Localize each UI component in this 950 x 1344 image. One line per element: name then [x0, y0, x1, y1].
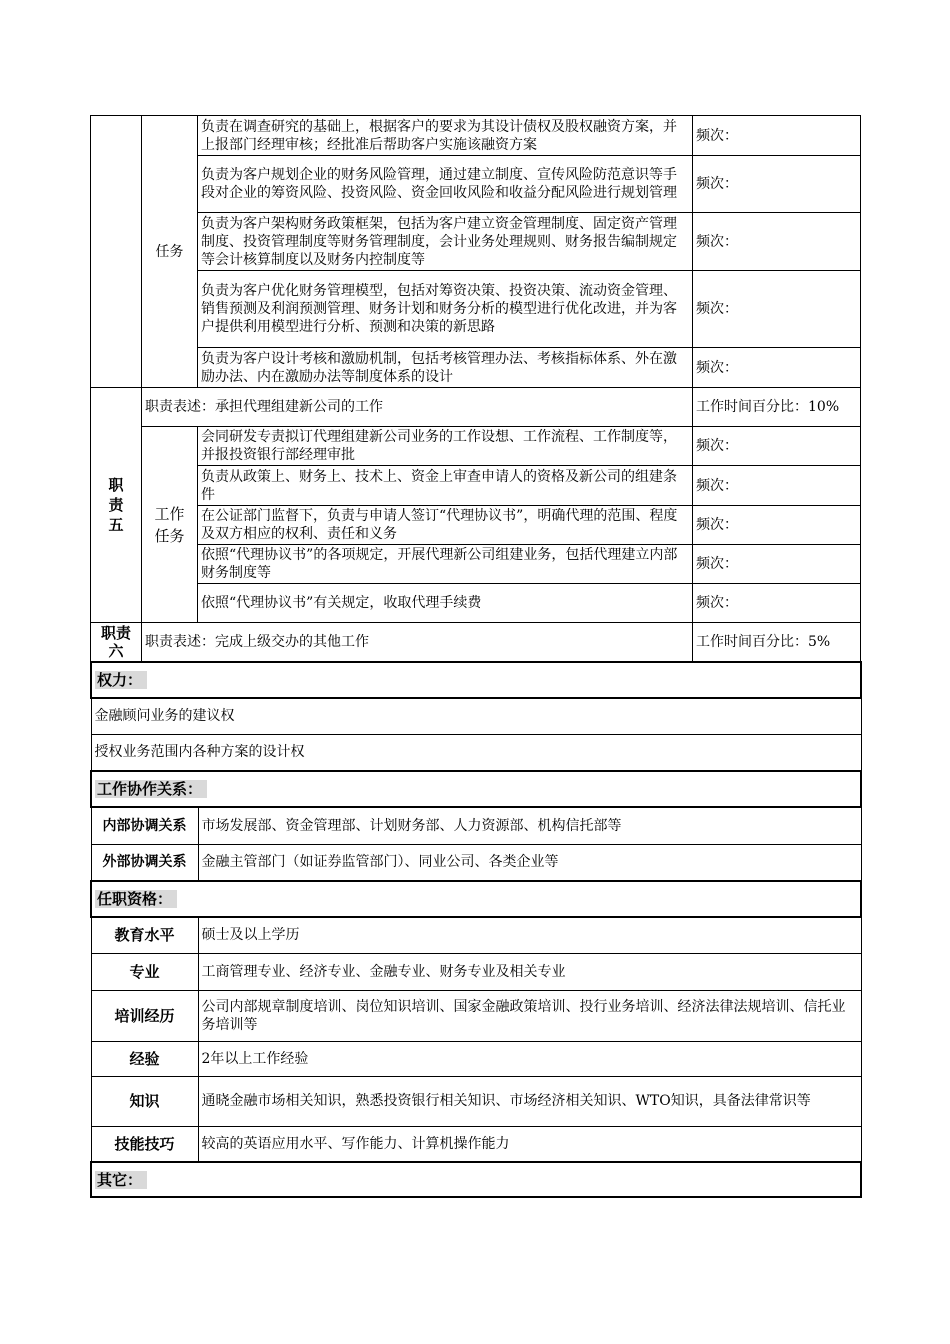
duty-statement: 职责表述：承担代理组建新公司的工作: [142, 388, 693, 427]
task-row: [91, 116, 861, 156]
education-value: 硕士及以上学历: [198, 917, 861, 953]
other-header: 其它：: [91, 1162, 861, 1197]
frequency-cell: 频次：: [693, 506, 861, 545]
task-row: [91, 427, 861, 466]
frequency-cell: 频次：: [693, 427, 861, 466]
authority-item: 金融顾问业务的建议权: [91, 698, 861, 734]
education-label: 教育水平: [91, 917, 198, 953]
qualification-header: 任职资格：: [91, 881, 861, 917]
cooperation-row: [91, 844, 861, 881]
frequency-cell: 频次：: [693, 545, 861, 584]
knowledge-label: 知识: [91, 1076, 198, 1126]
section-header: [91, 662, 861, 698]
experience-value: 2年以上工作经验: [198, 1041, 861, 1076]
cooperation-row: [91, 807, 861, 844]
experience-label: 经验: [91, 1041, 198, 1076]
qualification-row: [91, 1126, 861, 1162]
qualification-row: [91, 1076, 861, 1126]
task-text: 负责为客户设计考核和激励机制，包括考核管理办法、考核指标体系、外在激励办法、内在激励办法等制度体系的设计: [198, 348, 693, 388]
frequency-cell: 频次：: [693, 271, 861, 348]
frequency-cell: 频次：: [693, 156, 861, 213]
work-task-label: 工作任务: [142, 427, 198, 623]
knowledge-value: 通晓金融市场相关知识，熟悉投资银行相关知识、市场经济相关知识、WTO知识，具备法律常识等: [198, 1076, 861, 1126]
duty-five-label: 职责五: [91, 388, 142, 623]
task-row: [91, 348, 861, 388]
task-text: 在公证部门监督下，负责与申请人签订“代理协议书”，明确代理的范围、程度及双方相应的权利、责任和义务: [198, 506, 693, 545]
external-coordination-value: 金融主管部门（如证券监管部门）、同业公司、各类企业等: [198, 844, 861, 881]
major-label: 专业: [91, 953, 198, 990]
task-row: [91, 466, 861, 506]
skills-value: 较高的英语应用水平、写作能力、计算机操作能力: [198, 1126, 861, 1162]
major-value: 工商管理专业、经济专业、金融专业、财务专业及相关专业: [198, 953, 861, 990]
task-row: [91, 584, 861, 623]
duty-statement-row: [91, 388, 861, 427]
info-table: [90, 661, 862, 1198]
duty-label-continued: [91, 116, 142, 388]
section-header: [91, 1162, 861, 1197]
qualification-row: [91, 953, 861, 990]
duty-statement-row: [91, 623, 861, 662]
external-coordination-label: 外部协调关系: [91, 844, 198, 881]
training-label: 培训经历: [91, 990, 198, 1041]
time-percentage: 工作时间百分比：5%: [693, 623, 861, 662]
frequency-cell: 频次：: [693, 584, 861, 623]
internal-coordination-value: 市场发展部、资金管理部、计划财务部、人力资源部、机构信托部等: [198, 807, 861, 844]
task-row: [91, 213, 861, 271]
task-text: 依照“代理协议书”有关规定，收取代理手续费: [198, 584, 693, 623]
frequency-cell: 频次：: [693, 348, 861, 388]
task-row: [91, 271, 861, 348]
frequency-cell: 频次：: [693, 213, 861, 271]
section-header: [91, 881, 861, 917]
time-percentage: 工作时间百分比：10%: [693, 388, 861, 427]
task-text: 负责在调查研究的基础上，根据客户的要求为其设计债权及股权融资方案，并上报部门经理审核；经批准后帮助客户实施该融资方案: [198, 116, 693, 156]
frequency-cell: 频次：: [693, 116, 861, 156]
duty-six-label: 职责六: [91, 623, 142, 662]
task-text: 负责为客户优化财务管理模型，包括对筹资决策、投资决策、流动资金管理、销售预测及利润预测管理、财务计划和财务分析的模型进行优化改进，并为客户提供利用模型进行分析、预测和决策的新思路: [198, 271, 693, 348]
task-row: [91, 506, 861, 545]
frequency-cell: 频次：: [693, 466, 861, 506]
qualification-row: [91, 917, 861, 953]
qualification-row: [91, 1041, 861, 1076]
task-text: 会同研发专责拟订代理组建新公司业务的工作设想、工作流程、工作制度等，并报投资银行部经理审批: [198, 427, 693, 466]
qualification-row: [91, 990, 861, 1041]
task-text: 负责从政策上、财务上、技术上、资金上审查申请人的资格及新公司的组建条件: [198, 466, 693, 506]
duties-table: [90, 115, 861, 662]
task-row: [91, 156, 861, 213]
duty-statement: 职责表述：完成上级交办的其他工作: [142, 623, 693, 662]
list-item: [91, 734, 861, 771]
internal-coordination-label: 内部协调关系: [91, 807, 198, 844]
section-header: [91, 771, 861, 807]
task-text: 负责为客户架构财务政策框架，包括为客户建立资金管理制度、固定资产管理制度、投资管理制度等财务管理制度，会计业务处理规则、财务报告编制规定等会计核算制度以及财务内控制度等: [198, 213, 693, 271]
task-row: [91, 545, 861, 584]
authority-header: 权力：: [91, 662, 861, 698]
list-item: [91, 698, 861, 734]
training-value: 公司内部规章制度培训、岗位知识培训、国家金融政策培训、投行业务培训、经济法律法规培训、信托业务培训等: [198, 990, 861, 1041]
task-text: 依照“代理协议书”的各项规定，开展代理新公司组建业务，包括代理建立内部财务制度等: [198, 545, 693, 584]
cooperation-header: 工作协作关系：: [91, 771, 861, 807]
authority-item: 授权业务范围内各种方案的设计权: [91, 734, 861, 771]
task-label: 任务: [142, 116, 198, 388]
skills-label: 技能技巧: [91, 1126, 198, 1162]
task-text: 负责为客户规划企业的财务风险管理，通过建立制度、宣传风险防范意识等手段对企业的筹资风险、投资风险、资金回收风险和收益分配风险进行规划管理: [198, 156, 693, 213]
